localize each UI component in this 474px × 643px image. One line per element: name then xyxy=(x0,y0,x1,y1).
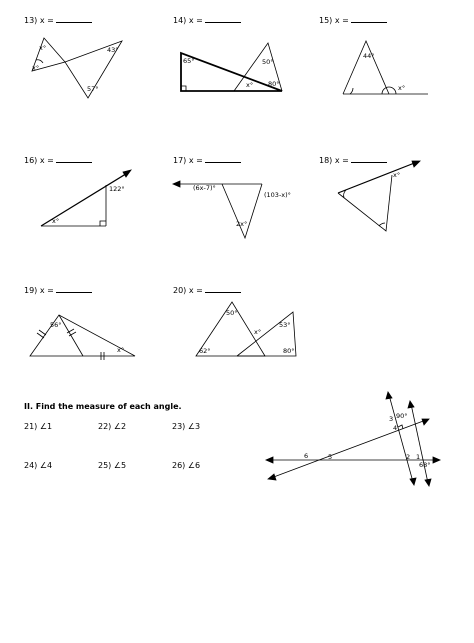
problem-18-text: 18) x = xyxy=(319,156,349,165)
problem-14-text: 14) x = xyxy=(173,16,203,25)
angle-label: 80° xyxy=(268,80,280,88)
angle-item-26: 26) ∠6 xyxy=(172,461,201,470)
section-2-title: II. Find the measure of each angle. xyxy=(24,402,182,411)
problem-19-text: 19) x = xyxy=(24,286,54,295)
problem-16-text: 16) x = xyxy=(24,156,54,165)
angle-label: (103-x)° xyxy=(264,191,291,199)
angle-label: 50° xyxy=(226,309,238,317)
angle-label: 90° xyxy=(396,412,408,420)
angle-label: 5 xyxy=(328,453,333,461)
angle-item-25: 25) ∠5 xyxy=(98,461,127,470)
angle-label: 2 xyxy=(406,453,411,461)
angle-label: x° xyxy=(393,171,401,179)
problem-20-text: 20) x = xyxy=(173,286,203,295)
angle-label: 3 xyxy=(389,415,394,423)
problem-15-text: 15) x = xyxy=(319,16,349,25)
angle-label: 2x° xyxy=(236,220,248,228)
angle-label: x° xyxy=(32,64,40,72)
angle-label: 56° xyxy=(50,321,62,329)
angle-label: 1 xyxy=(416,453,421,461)
angle-label: x° xyxy=(398,84,406,92)
angle-label: (6x-7)° xyxy=(193,184,216,192)
transversal-2 xyxy=(411,404,428,483)
angle-label: x° xyxy=(246,81,254,89)
angle-label: x° xyxy=(254,328,262,336)
angle-label: x° xyxy=(52,217,60,225)
angle-label: x° xyxy=(39,44,47,52)
angle-item-22: 22) ∠2 xyxy=(98,422,127,431)
angle-label: 62° xyxy=(199,347,211,355)
angle-label: 80° xyxy=(283,347,295,355)
angle-label: 122° xyxy=(109,185,125,193)
problem-17-text: 17) x = xyxy=(173,156,203,165)
angle-label: 53° xyxy=(279,321,291,329)
angle-item-23: 23) ∠3 xyxy=(172,422,201,431)
angle-label: 65° xyxy=(183,57,195,65)
angle-label: 68° xyxy=(419,461,431,469)
angle-label: 43° xyxy=(107,46,119,54)
angle-label: 6 xyxy=(304,452,309,460)
angle-label: 50° xyxy=(262,58,274,66)
angle-item-24: 24) ∠4 xyxy=(24,461,53,470)
angle-label: 44° xyxy=(363,52,375,60)
angle-label: 4 xyxy=(393,424,398,432)
angle-item-21: 21) ∠1 xyxy=(24,422,53,431)
problem-13-text: 13) x = xyxy=(24,16,54,25)
angle-label: x° xyxy=(117,346,125,354)
angle-label: 57° xyxy=(87,85,99,93)
